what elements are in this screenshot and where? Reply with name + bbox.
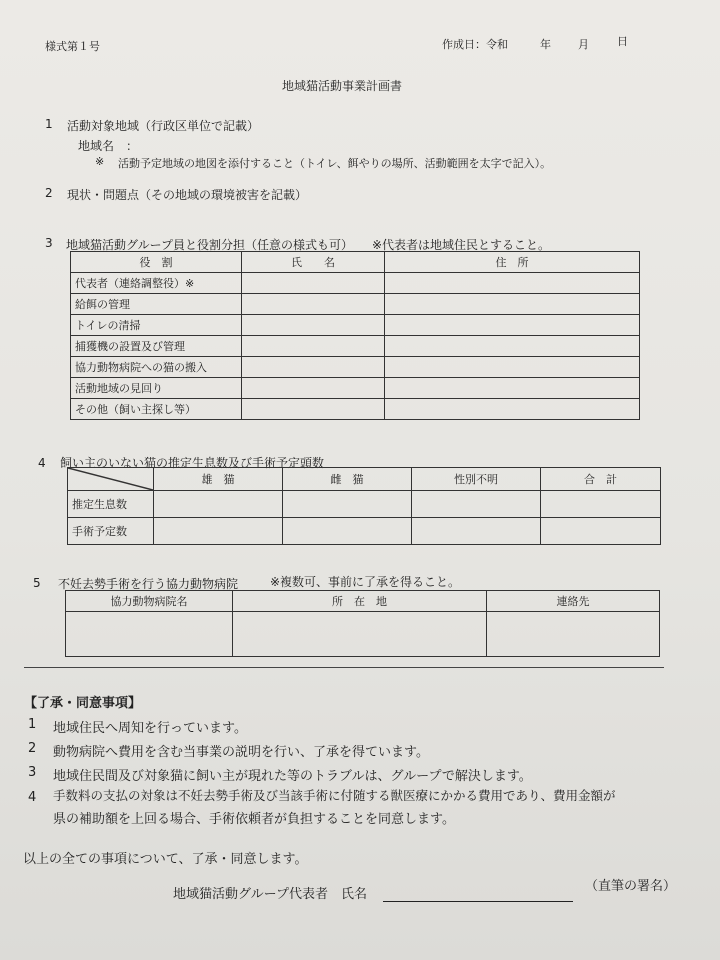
closing-statement: 以上の全ての事項について、了承・同意します。 bbox=[23, 852, 308, 867]
table-row bbox=[71, 273, 640, 294]
header-location: 所 在 地 bbox=[233, 591, 487, 612]
female-planned-cell[interactable] bbox=[283, 518, 412, 545]
consent-item-number: 2 bbox=[28, 741, 37, 756]
map-note: 活動予定地域の地図を添付すること（トイレ、餌やりの場所、活動範囲を太字で記入）。 bbox=[118, 157, 552, 170]
role-cell: 活動地域の見回り bbox=[71, 378, 242, 399]
form-number: 様式第１号 bbox=[45, 40, 100, 53]
creation-date-year: 年 bbox=[540, 38, 551, 51]
header-unknown: 性別不明 bbox=[412, 468, 541, 491]
section-3-note: ※代表者は地域住民とすること。 bbox=[372, 238, 551, 252]
table-row bbox=[68, 518, 661, 545]
creation-date-month: 月 bbox=[578, 38, 589, 51]
table-row bbox=[71, 399, 640, 420]
consent-item-text-continued: 県の補助額を上回る場合、手術依頼者が負担することを同意します。 bbox=[53, 812, 455, 827]
page-title: 地域猫活動事業計画書 bbox=[282, 79, 403, 93]
table-row bbox=[71, 378, 640, 399]
role-cell: その他（飼い主探し等） bbox=[71, 399, 242, 420]
consent-item-text: 手数料の支払の対象は不妊去勢手術及び当該手術に付随する獣医療にかかる費用であり、費用金額が bbox=[53, 788, 616, 803]
hospital-table bbox=[65, 590, 660, 657]
consent-item-text: 地域住民間及び対象猫に飼い主が現れた等のトラブルは、グループで解決します。 bbox=[53, 769, 532, 784]
table-row bbox=[66, 612, 660, 657]
unknown-estimated-cell[interactable] bbox=[412, 491, 541, 518]
female-estimated-cell[interactable] bbox=[283, 491, 412, 518]
table-row bbox=[71, 294, 640, 315]
section-4-number: 4 bbox=[38, 456, 46, 470]
diagonal-line bbox=[68, 468, 153, 490]
address-cell[interactable] bbox=[385, 315, 640, 336]
hospital-name-cell[interactable] bbox=[66, 612, 233, 657]
contact-cell[interactable] bbox=[487, 612, 660, 657]
header-contact: 連絡先 bbox=[487, 591, 660, 612]
header-address: 住 所 bbox=[385, 252, 640, 273]
name-cell[interactable] bbox=[242, 378, 385, 399]
row-label-planned: 手術予定数 bbox=[68, 518, 154, 545]
header-total: 合 計 bbox=[541, 468, 661, 491]
name-cell[interactable] bbox=[242, 273, 385, 294]
unknown-planned-cell[interactable] bbox=[412, 518, 541, 545]
signature-label: 地域猫活動グループ代表者 氏名 bbox=[173, 887, 367, 902]
header-name: 氏 名 bbox=[242, 252, 385, 273]
name-cell[interactable] bbox=[242, 315, 385, 336]
role-cell: 代表者（連絡調整役）※ bbox=[71, 273, 242, 294]
header-female: 雌 猫 bbox=[283, 468, 412, 491]
name-cell[interactable] bbox=[242, 357, 385, 378]
role-cell: 給餌の管理 bbox=[71, 294, 242, 315]
consent-item-number: 1 bbox=[28, 717, 37, 732]
address-cell[interactable] bbox=[385, 294, 640, 315]
address-cell[interactable] bbox=[385, 378, 640, 399]
header-role: 役 割 bbox=[71, 252, 242, 273]
members-table bbox=[70, 251, 640, 420]
hospital-header-row bbox=[66, 591, 660, 612]
name-cell[interactable] bbox=[242, 336, 385, 357]
address-cell[interactable] bbox=[385, 357, 640, 378]
role-cell: 捕獲機の設置及び管理 bbox=[71, 336, 242, 357]
location-cell[interactable] bbox=[233, 612, 487, 657]
section-1-heading: 活動対象地域（行政区単位で記載） bbox=[67, 119, 260, 133]
signature-note: （直筆の署名） bbox=[585, 879, 677, 894]
consent-item-number: 4 bbox=[28, 790, 37, 805]
male-planned-cell[interactable] bbox=[154, 518, 283, 545]
cat-count-header-row bbox=[68, 468, 661, 491]
row-label-estimated: 推定生息数 bbox=[68, 491, 154, 518]
section-3-heading: 地域猫活動グループ員と役割分担（任意の様式も可） bbox=[66, 238, 354, 252]
section-5-heading: 不妊去勢手術を行う協力動物病院 bbox=[58, 577, 239, 591]
area-name-label: 地域名 ： bbox=[78, 139, 139, 153]
header-male: 雄 猫 bbox=[154, 468, 283, 491]
name-cell[interactable] bbox=[242, 294, 385, 315]
note-mark: ※ bbox=[95, 155, 105, 168]
table-row bbox=[71, 357, 640, 378]
total-planned-cell[interactable] bbox=[541, 518, 661, 545]
consent-heading: 【了承・同意事項】 bbox=[24, 696, 142, 711]
table-row bbox=[71, 336, 640, 357]
section-1-number: 1 bbox=[45, 117, 53, 131]
section-divider bbox=[24, 667, 664, 668]
section-2-number: 2 bbox=[45, 186, 53, 200]
creation-date-day: 日 bbox=[617, 35, 628, 48]
consent-item-number: 3 bbox=[28, 765, 37, 780]
diagonal-header-cell bbox=[68, 468, 154, 491]
role-cell: トイレの清掃 bbox=[71, 315, 242, 336]
signature-field[interactable] bbox=[383, 884, 573, 902]
section-2-heading: 現状・問題点（その地域の環境被害を記載） bbox=[67, 188, 308, 202]
role-cell: 協力動物病院への猫の搬入 bbox=[71, 357, 242, 378]
consent-item-text: 地域住民へ周知を行っています。 bbox=[53, 721, 247, 736]
total-estimated-cell[interactable] bbox=[541, 491, 661, 518]
section-3-number: 3 bbox=[45, 236, 53, 250]
header-hospital-name: 協力動物病院名 bbox=[66, 591, 233, 612]
section-4-heading: 飼い主のいない猫の推定生息数及び手術予定頭数 bbox=[60, 456, 325, 470]
creation-date-label: 作成日：令和 bbox=[442, 38, 508, 51]
members-header-row bbox=[71, 252, 640, 273]
male-estimated-cell[interactable] bbox=[154, 491, 283, 518]
consent-item-text: 動物病院へ費用を含む当事業の説明を行い、了承を得ています。 bbox=[53, 745, 429, 760]
cat-count-table bbox=[67, 467, 661, 545]
address-cell[interactable] bbox=[385, 336, 640, 357]
address-cell[interactable] bbox=[385, 399, 640, 420]
section-5-number: 5 bbox=[33, 576, 41, 590]
table-row bbox=[71, 315, 640, 336]
section-5-note: ※複数可、事前に了承を得ること。 bbox=[270, 575, 461, 589]
name-cell[interactable] bbox=[242, 399, 385, 420]
address-cell[interactable] bbox=[385, 273, 640, 294]
table-row bbox=[68, 491, 661, 518]
